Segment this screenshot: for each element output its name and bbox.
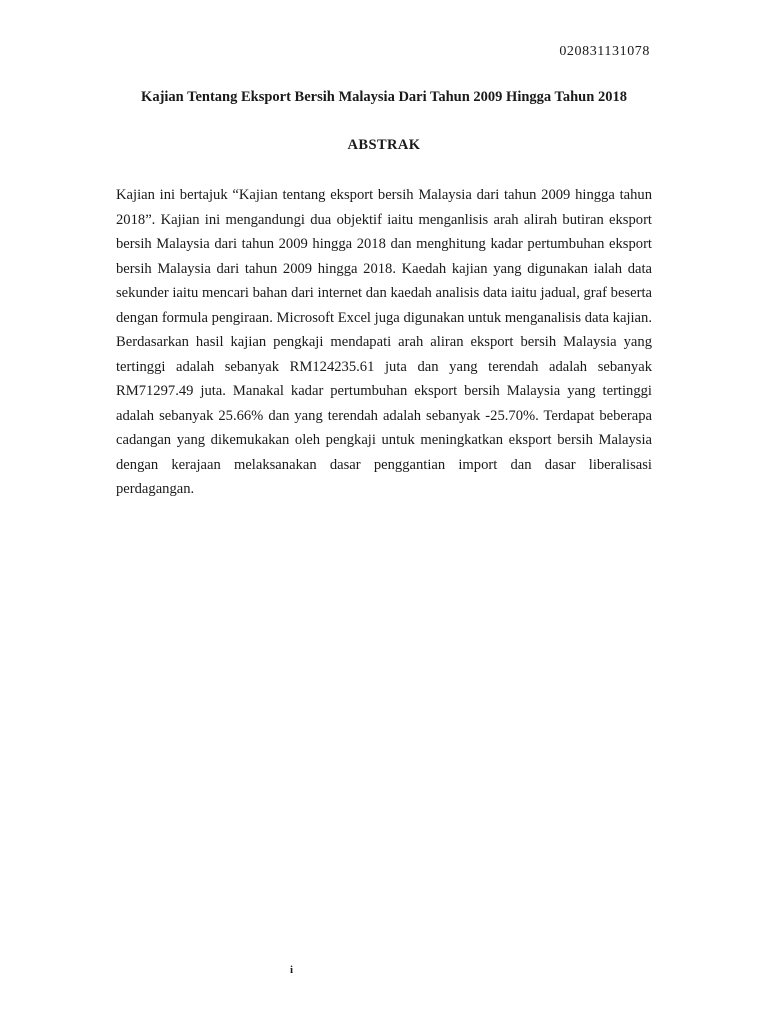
section-heading-abstrak: ABSTRAK	[347, 137, 421, 153]
abstract-paragraph: Kajian ini bertajuk “Kajian tentang eksport bersih Malaysia dari tahun 2009 hingga tahun 2018”. Kajian ini mengandungi dua objektif iaitu menganlisis arah alirah butiran eksport bersih Malaysia dari tahun 2009 hingga 2018 dan menghitung kadar pertumbuhan eksport bersih Malaysia dari tahun 2009 hingga 2018. Kaedah kajian yang digunakan ialah data sekunder iaitu mencari bahan dari internet dan kaedah analisis data iaitu jadual, graf beserta dengan formula pengiraan. Microsoft Excel juga digunakan untuk menganalisis data kajian. Berdasarkan hasil kajian pengkaji mendapati arah aliran eksport bersih Malaysia yang tertinggi adalah sebanyak RM124235.61 juta dan yang terendah adalah sebanyak RM71297.49 juta. Manakal kadar pertumbuhan eksport bersih Malaysia yang tertinggi adalah sebanyak 25.66% dan yang terendah adalah sebanyak -25.70%. Terdapat beberapa cadangan yang dikemukakan oleh pengkaji untuk meningkatkan eksport bersih Malaysia dengan kerajaan melaksanakan dasar penggantian import dan dasar liberalisasi perdagangan.	[116, 187, 652, 497]
document-title: Kajian Tentang Eksport Bersih Malaysia Dari Tahun 2009 Hingga Tahun 2018	[141, 89, 627, 105]
page-number: i	[290, 964, 294, 976]
student-id: 020831131078	[559, 44, 650, 59]
